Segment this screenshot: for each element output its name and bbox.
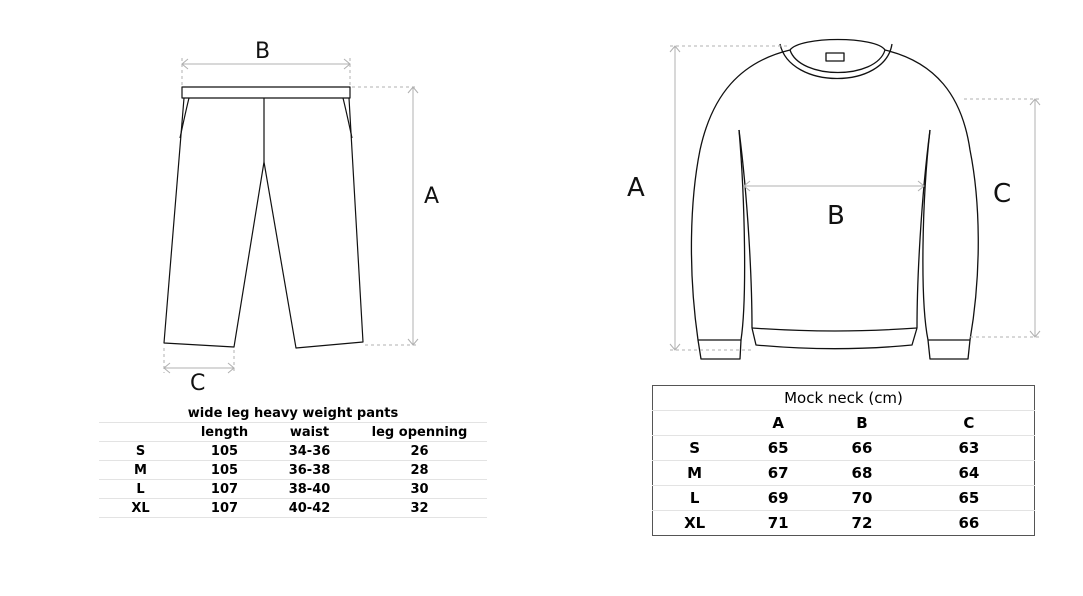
size-label-cell: S [653, 436, 737, 461]
measurement-cell: 28 [352, 461, 487, 480]
size-label-cell: L [653, 486, 737, 511]
measurement-cell: 67 [736, 461, 820, 486]
table-row [653, 511, 1035, 536]
measurement-cell: 69 [736, 486, 820, 511]
measurement-cell: 107 [182, 499, 267, 518]
pants-table-title: wide leg heavy weight pants [99, 404, 487, 423]
sweatshirt-dim-b-label: B [827, 201, 845, 231]
size-label-cell: M [653, 461, 737, 486]
sweatshirt-dim-a-label: A [627, 173, 645, 203]
sweatshirt-table-header-cell [653, 411, 737, 436]
measurement-cell: 64 [904, 461, 1035, 486]
measurement-cell: 70 [820, 486, 904, 511]
measurement-cell: 38-40 [267, 480, 352, 499]
pants-dim-c-label: C [190, 371, 206, 396]
pants-dim-a-label: A [424, 184, 440, 209]
sweatshirt-table-header-cell: A [736, 411, 820, 436]
pants-table-header-cell [99, 423, 182, 442]
measurement-cell: 72 [851, 514, 873, 532]
sweatshirt-table-header-row [653, 411, 1035, 436]
sweatshirt-illustration [691, 40, 978, 360]
sweatshirt-size-table [652, 385, 1035, 536]
table-row [653, 461, 1035, 486]
sweatshirt-dim-c-label: C [993, 179, 1012, 209]
pants-table-header-row [99, 423, 487, 442]
sweatshirt-table-header-cell: C [904, 411, 1035, 436]
measurement-cell: 68 [820, 461, 904, 486]
measurement-cell: 66 [820, 436, 904, 461]
measurement-cell: 65 [736, 436, 820, 461]
size-label-cell: XL [684, 514, 706, 532]
measurement-cell: 105 [182, 461, 267, 480]
pants-illustration [164, 87, 363, 348]
pants-table-header-cell: length [182, 423, 267, 442]
measurement-cell: 66 [958, 514, 980, 532]
measurement-cell: 26 [352, 442, 487, 461]
measurement-cell: 40-42 [267, 499, 352, 518]
measurement-cell: 107 [182, 480, 267, 499]
measurement-cell: 34-36 [267, 442, 352, 461]
measurement-cell: 63 [904, 436, 1035, 461]
measurement-cell: 32 [352, 499, 487, 518]
table-row [99, 499, 487, 518]
pants-dim-b-label: B [255, 39, 271, 64]
pants-table-header-cell: waist [267, 423, 352, 442]
sweatshirt-table-header-cell: B [820, 411, 904, 436]
measurement-cell: 36-38 [267, 461, 352, 480]
sweatshirt-dimension-lines [670, 46, 1040, 350]
table-row [99, 442, 487, 461]
measurement-cell: 105 [182, 442, 267, 461]
table-row [653, 436, 1035, 461]
size-label-cell: L [99, 480, 182, 499]
size-label-cell: S [99, 442, 182, 461]
table-row [653, 486, 1035, 511]
measurement-cell: 30 [352, 480, 487, 499]
pants-table-header-cell: leg openning [352, 423, 487, 442]
pants-size-table [99, 404, 487, 518]
table-row [99, 461, 487, 480]
pants-dimension-lines [164, 58, 418, 373]
table-row [99, 480, 487, 499]
measurement-cell: 65 [904, 486, 1035, 511]
size-label-cell: XL [99, 499, 182, 518]
size-label-cell: M [99, 461, 182, 480]
sweatshirt-table-title: Mock neck (cm) [653, 386, 1035, 411]
measurement-cell: 71 [767, 514, 789, 532]
